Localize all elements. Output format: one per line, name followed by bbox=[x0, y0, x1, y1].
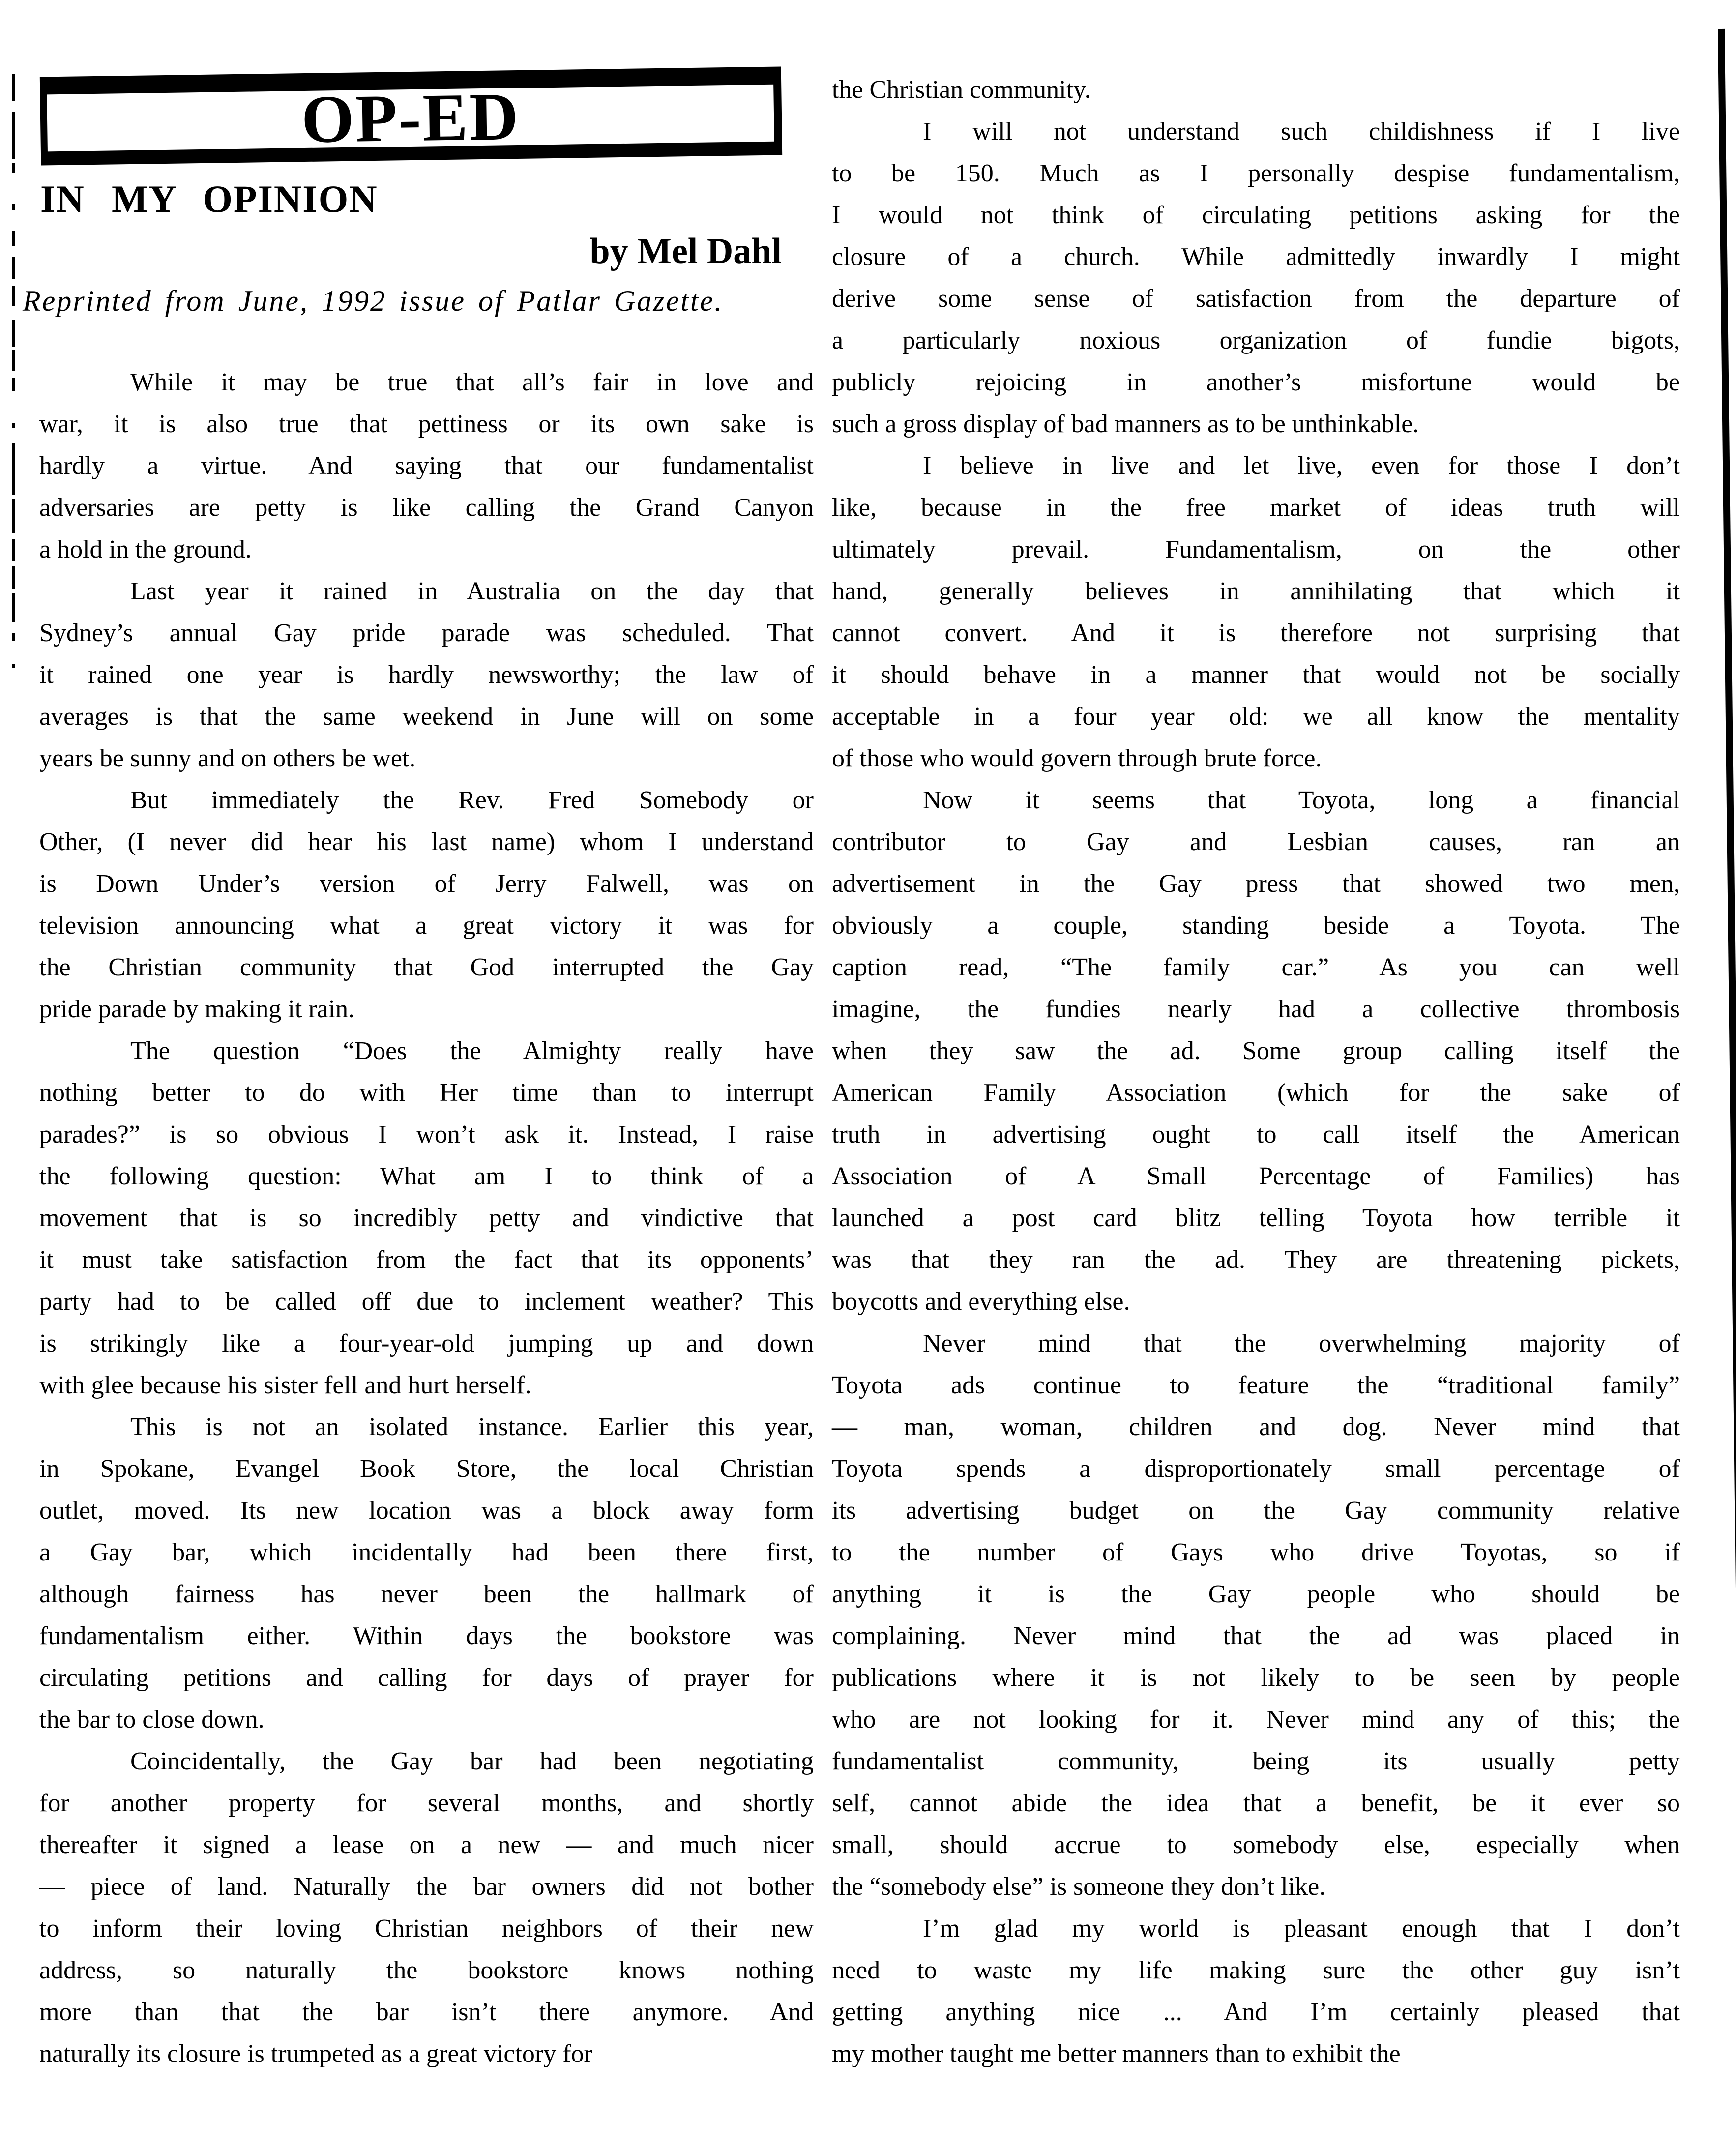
text-line: it should behave in a manner that would not be socially bbox=[832, 661, 1680, 689]
paragraph bbox=[39, 779, 814, 1030]
text-line: to be 150. Much as I personally despise fundamentalism, bbox=[832, 159, 1680, 187]
oped-title-box bbox=[40, 66, 782, 165]
text-line: small, should accrue to somebody else, especially when bbox=[832, 1831, 1680, 1859]
text-line: I believe in live and let live, even for those I don’t bbox=[923, 452, 1680, 480]
text-line: contributor to Gay and Lesbian causes, ran an bbox=[832, 828, 1680, 856]
paragraph bbox=[832, 111, 1680, 445]
text-line: television announcing what a great victory it was for bbox=[39, 912, 814, 940]
text-line: boycotts and everything else. bbox=[832, 1288, 1130, 1316]
text-line: the following question: What am I to think of a bbox=[39, 1162, 814, 1190]
text-line: derive some sense of satisfaction from the departure of bbox=[832, 285, 1680, 313]
text-line: Toyota spends a disproportionately small percentage of bbox=[832, 1455, 1680, 1483]
paragraph bbox=[39, 1740, 814, 2075]
text-line: I will not understand such childishness if I live bbox=[923, 118, 1680, 146]
text-line: when they saw the ad. Some group calling itself the bbox=[832, 1037, 1680, 1065]
text-line: obviously a couple, standing beside a Toyota. The bbox=[832, 912, 1680, 940]
text-line: my mother taught me better manners than to exhibit the bbox=[832, 2040, 1401, 2068]
text-line: hand, generally believes in annihilating that which it bbox=[832, 577, 1680, 605]
text-line: to inform their loving Christian neighbors of their new bbox=[39, 1914, 814, 1943]
text-line: publications where it is not likely to be seen by people bbox=[832, 1664, 1680, 1692]
paragraph bbox=[832, 69, 1680, 111]
text-line: more than that the bar isn’t there anymore. And bbox=[39, 1998, 814, 2026]
text-line: The question “Does the Almighty really have bbox=[130, 1037, 814, 1065]
paragraph bbox=[832, 779, 1680, 1323]
text-line: I would not think of circulating petitions asking for the bbox=[832, 201, 1680, 229]
text-line: Coincidentally, the Gay bar had been negotiating bbox=[130, 1747, 814, 1775]
text-line: was that they ran the ad. They are threatening pickets, bbox=[832, 1246, 1680, 1274]
text-line: hardly a virtue. And saying that our fundamentalist bbox=[39, 452, 814, 480]
paragraph bbox=[39, 1406, 814, 1740]
text-line: like, because in the free market of ideas truth will bbox=[832, 494, 1680, 522]
right-column bbox=[832, 69, 1680, 2075]
text-line: years be sunny and on others be wet. bbox=[39, 744, 416, 772]
text-line: a hold in the ground. bbox=[39, 535, 252, 563]
text-line: address, so naturally the bookstore knows nothing bbox=[39, 1956, 814, 1984]
paragraph bbox=[832, 1323, 1680, 1908]
text-line: is Down Under’s version of Jerry Falwell, was on bbox=[39, 870, 814, 898]
text-line: launched a post card blitz telling Toyota how terrible it bbox=[832, 1204, 1680, 1232]
text-line: who are not looking for it. Never mind any of this; the bbox=[832, 1706, 1680, 1734]
text-line: its advertising budget on the Gay community relative bbox=[832, 1497, 1680, 1525]
text-line: caption read, “The family car.” As you can well bbox=[832, 953, 1680, 981]
text-line: American Family Association (which for the sake of bbox=[832, 1079, 1680, 1107]
text-line: of those who would govern through brute force. bbox=[832, 744, 1322, 772]
left-column bbox=[39, 361, 814, 2075]
text-line: thereafter it signed a lease on a new — and much nicer bbox=[39, 1831, 814, 1859]
text-line: the bar to close down. bbox=[39, 1706, 265, 1734]
text-line: with glee because his sister fell and hurt herself. bbox=[39, 1371, 531, 1399]
text-line: is strikingly like a four-year-old jumping up and down bbox=[39, 1329, 814, 1357]
text-line: a Gay bar, which incidentally had been there first, bbox=[39, 1538, 814, 1566]
text-line: a particularly noxious organization of fundie bigots, bbox=[832, 326, 1680, 354]
paragraph bbox=[832, 445, 1680, 779]
text-line: Other, (I never did hear his last name) whom I understand bbox=[39, 828, 814, 856]
text-line: although fairness has never been the hallmark of bbox=[39, 1580, 814, 1608]
text-line: cannot convert. And it is therefore not surprising that bbox=[832, 619, 1680, 647]
text-line: such a gross display of bad manners as to be unthinkable. bbox=[832, 410, 1419, 438]
text-line: Last year it rained in Australia on the day that bbox=[130, 577, 814, 605]
text-line: But immediately the Rev. Fred Somebody or bbox=[130, 786, 814, 814]
text-line: getting anything nice ... And I’m certainly pleased that bbox=[832, 1998, 1680, 2026]
text-line: in Spokane, Evangel Book Store, the local Christian bbox=[39, 1455, 814, 1483]
text-line: fundamentalist community, being its usually petty bbox=[832, 1747, 1680, 1775]
text-line: Now it seems that Toyota, long a financial bbox=[923, 786, 1680, 814]
paragraph bbox=[832, 1908, 1680, 2075]
text-line: pride parade by making it rain. bbox=[39, 995, 355, 1023]
text-line: While it may be true that all’s fair in love and bbox=[130, 368, 814, 396]
paragraph bbox=[39, 570, 814, 779]
text-line: complaining. Never mind that the ad was placed in bbox=[832, 1622, 1680, 1650]
text-line: I’m glad my world is pleasant enough that I don’t bbox=[923, 1914, 1680, 1943]
text-line: imagine, the fundies nearly had a collective thrombosis bbox=[832, 995, 1680, 1023]
text-line: for another property for several months, and shortly bbox=[39, 1789, 814, 1817]
text-line: circulating petitions and calling for days of prayer for bbox=[39, 1664, 814, 1692]
section-heading: IN MY OPINION bbox=[40, 177, 378, 220]
text-line: Association of A Small Percentage of Families) has bbox=[832, 1162, 1680, 1190]
text-line: — man, woman, children and dog. Never mind that bbox=[832, 1413, 1680, 1441]
text-line: Never mind that the overwhelming majority of bbox=[923, 1329, 1680, 1357]
text-line: advertisement in the Gay press that showed two men, bbox=[832, 870, 1680, 898]
text-line: it rained one year is hardly newsworthy; the law of bbox=[39, 661, 814, 689]
text-line: parades?” is so obvious I won’t ask it. Instead, I raise bbox=[39, 1120, 814, 1148]
text-line: war, it is also true that pettiness or its own sake is bbox=[39, 410, 814, 438]
text-line: closure of a church. While admittedly inwardly I might bbox=[832, 243, 1680, 271]
text-line: Toyota ads continue to feature the “traditional family” bbox=[832, 1371, 1680, 1399]
byline: by Mel Dahl bbox=[589, 231, 782, 271]
paragraph bbox=[39, 1030, 814, 1406]
page-title: OP-ED bbox=[300, 78, 521, 157]
text-line: party had to be called off due to inclement weather? This bbox=[39, 1288, 814, 1316]
text-line: it must take satisfaction from the fact that its opponents’ bbox=[39, 1246, 814, 1274]
text-line: fundamentalism either. Within days the bookstore was bbox=[39, 1622, 814, 1650]
text-line: ultimately prevail. Fundamentalism, on the other bbox=[832, 535, 1680, 563]
text-line: anything it is the Gay people who should be bbox=[832, 1580, 1680, 1608]
text-line: naturally its closure is trumpeted as a great victory for bbox=[39, 2040, 592, 2068]
text-line: truth in advertising ought to call itself the American bbox=[832, 1120, 1680, 1148]
text-line: — piece of land. Naturally the bar owners did not bother bbox=[39, 1873, 814, 1901]
text-line: adversaries are petty is like calling the Grand Canyon bbox=[39, 494, 814, 522]
text-line: publicly rejoicing in another’s misfortune would be bbox=[832, 368, 1680, 396]
text-line: self, cannot abide the idea that a benefit, be it ever so bbox=[832, 1789, 1680, 1817]
text-line: movement that is so incredibly petty and vindictive that bbox=[39, 1204, 814, 1232]
text-line: the Christian community that God interrupted the Gay bbox=[39, 953, 814, 981]
text-line: the Christian community. bbox=[832, 76, 1091, 104]
text-line: the “somebody else” is someone they don’t like. bbox=[832, 1873, 1326, 1901]
text-line: averages is that the same weekend in June will on some bbox=[39, 703, 814, 731]
paragraph bbox=[39, 361, 814, 570]
text-line: outlet, moved. Its new location was a block away form bbox=[39, 1497, 814, 1525]
page-edge-rule bbox=[1718, 29, 1736, 2138]
source-note: Reprinted from June, 1992 issue of Patlar Gazette. bbox=[23, 285, 724, 317]
text-line: acceptable in a four year old: we all know the mentality bbox=[832, 703, 1680, 731]
text-line: This is not an isolated instance. Earlier this year, bbox=[130, 1413, 814, 1441]
text-line: to the number of Gays who drive Toyotas, so if bbox=[832, 1538, 1680, 1566]
text-line: nothing better to do with Her time than to interrupt bbox=[39, 1079, 814, 1107]
text-line: need to waste my life making sure the other guy isn’t bbox=[832, 1956, 1680, 1984]
text-line: Sydney’s annual Gay pride parade was scheduled. That bbox=[39, 619, 814, 647]
